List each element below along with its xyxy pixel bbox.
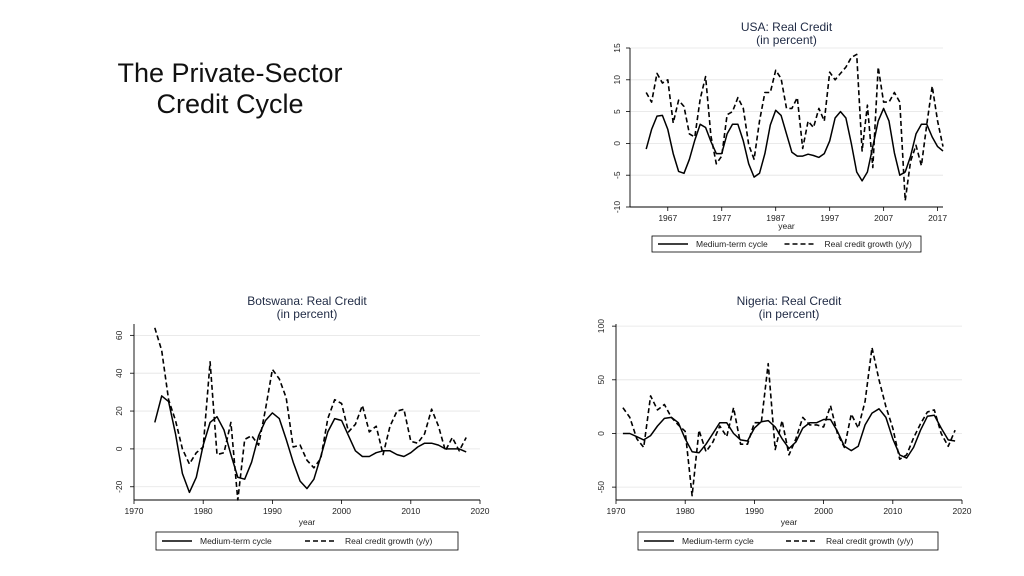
botswana-x-tick-label: 2010 <box>401 506 421 516</box>
nigeria-series-real-credit-growth <box>623 348 955 496</box>
usa-y-tick-label: 5 <box>612 109 622 114</box>
usa-x-tick-label: 2017 <box>928 213 948 223</box>
usa-x-axis-label: year <box>778 221 795 231</box>
botswana-y-tick-label: 40 <box>114 368 124 378</box>
nigeria-x-tick-label: 1970 <box>606 506 626 516</box>
botswana-chart-subtitle: (in percent) <box>276 307 338 321</box>
usa-y-tick-label: -5 <box>612 171 622 179</box>
nigeria-x-tick-label: 2000 <box>814 506 834 516</box>
nigeria-y-tick-label: -50 <box>596 480 606 494</box>
nigeria-legend <box>638 532 938 550</box>
nigeria-y-tick-label: 0 <box>596 431 606 436</box>
nigeria-legend-label-medium-term: Medium-term cycle <box>682 536 754 546</box>
botswana-x-axis-label: year <box>298 517 316 527</box>
botswana-y-tick-label: 20 <box>114 406 124 416</box>
nigeria-x-axis-label: year <box>780 517 798 527</box>
nigeria-x-tick-label: 1980 <box>675 506 695 516</box>
botswana-x-tick-label: 2000 <box>332 506 352 516</box>
usa-y-tick-label: 0 <box>612 141 622 146</box>
nigeria-y-tick-label: 50 <box>596 375 606 385</box>
botswana-legend-label-real-credit: Real credit growth (y/y) <box>345 536 433 546</box>
botswana-x-tick-label: 1970 <box>124 506 144 516</box>
botswana-x-tick-label: 2020 <box>470 506 490 516</box>
botswana-y-tick-label: 60 <box>114 330 124 341</box>
botswana-legend-label-medium-term: Medium-term cycle <box>200 536 272 546</box>
usa-legend-label-real-credit: Real credit growth (y/y) <box>824 239 912 249</box>
usa-y-tick-label: 15 <box>612 43 622 53</box>
usa-y-tick-label: -10 <box>612 200 622 214</box>
usa-x-tick-label: 1977 <box>712 213 732 223</box>
nigeria-x-tick-label: 2010 <box>883 506 903 516</box>
usa-chart-title: USA: Real Credit <box>740 20 833 34</box>
nigeria-legend-label-real-credit: Real credit growth (y/y) <box>826 536 914 546</box>
nigeria-chart-title: Nigeria: Real Credit <box>736 294 842 308</box>
slide-title-line2: Credit Cycle <box>156 89 304 119</box>
nigeria-x-tick-label: 2020 <box>952 506 972 516</box>
nigeria-chart-subtitle: (in percent) <box>758 307 820 321</box>
botswana-chart-title: Botswana: Real Credit <box>247 294 367 308</box>
slide-title-line1: The Private-Sector <box>117 58 343 88</box>
botswana-x-tick-label: 1980 <box>193 506 213 516</box>
botswana-x-tick-label: 1990 <box>262 506 282 516</box>
botswana-y-tick-label: -20 <box>114 480 124 493</box>
nigeria-x-tick-label: 1990 <box>744 506 764 516</box>
usa-legend-label-medium-term: Medium-term cycle <box>696 239 768 249</box>
usa-x-tick-label: 2007 <box>874 213 894 223</box>
usa-x-tick-label: 1967 <box>658 213 678 223</box>
botswana-y-tick-label: 0 <box>114 446 124 452</box>
usa-x-tick-label: 1987 <box>766 213 786 223</box>
usa-chart-subtitle: (in percent) <box>756 33 817 47</box>
usa-x-tick-label: 1997 <box>820 213 840 223</box>
usa-y-tick-label: 10 <box>612 75 622 85</box>
nigeria-y-tick-label: 100 <box>596 319 606 334</box>
